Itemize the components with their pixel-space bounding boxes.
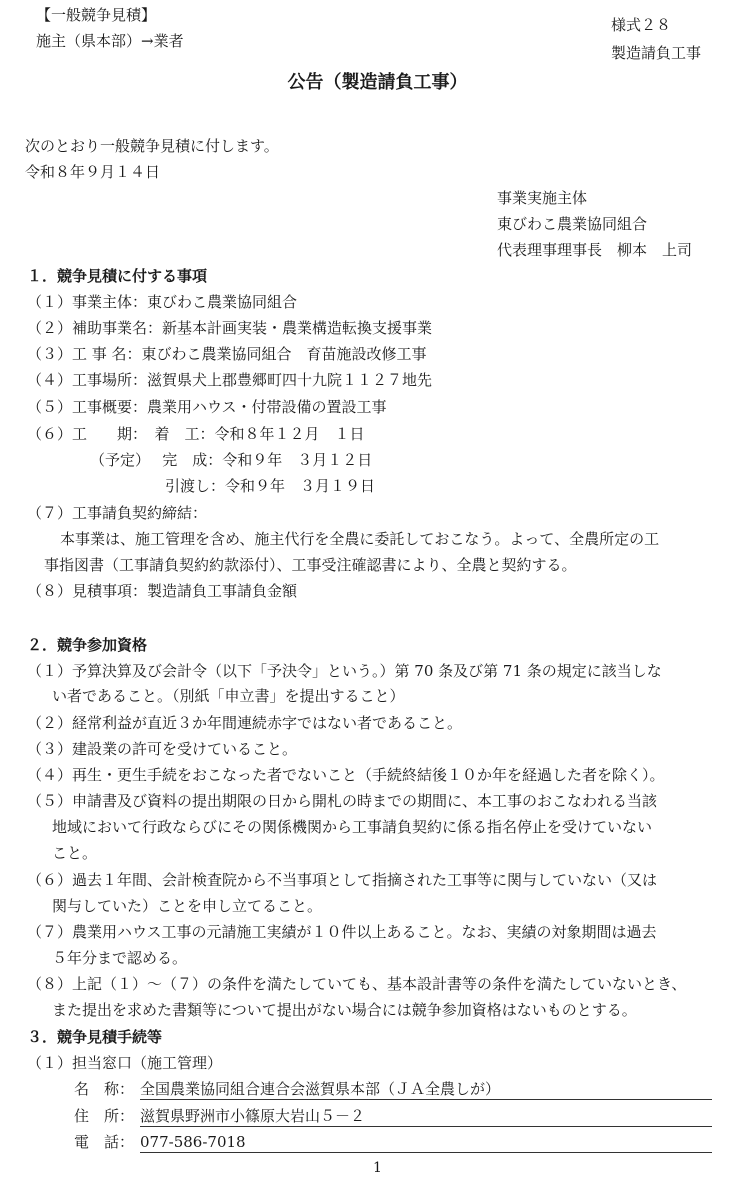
contact-phone-value: 077-586-7018 [140, 1132, 712, 1153]
s1-item-5: （５）工事概要：農業用ハウス・付帯設備の置設工事 [27, 398, 387, 416]
s2-item-7-line-2: ５年分まで認める。 [52, 949, 188, 967]
s1-item-3: （３）工 事 名：東びわこ農業協同組合 育苗施設改修工事 [27, 345, 427, 363]
s1-item-4: （４）工事場所：滋賀県犬上郡豊郷町四十九院１１２７地先 [27, 371, 433, 389]
section-3-heading: ３．競争見積手続等 [27, 1028, 163, 1046]
s2-item-6-line-1: （６）過去１年間、会計検査院から不当事項として指摘された工事等に関与していない（又は [27, 871, 658, 889]
s2-item-8-line-2: また提出を求めた書類等について提出がない場合には競争参加資格はないものとする。 [52, 1001, 637, 1019]
s1-item-6-completion: （予定） 完 成：令和９年 ３月１２日 [90, 451, 373, 469]
contact-name-value: 全国農業協同組合連合会滋賀県本部（ＪＡ全農しが） [140, 1079, 712, 1100]
s2-item-5-line-1: （５）申請書及び資料の提出期限の日から開札の時までの期間に、本工事のおこなわれる当該 [27, 792, 658, 810]
s2-item-5-line-2: 地域において行政ならびにその関係機関から工事請負契約に係る指名停止を受けていない [52, 818, 653, 836]
page-number: 1 [373, 1160, 382, 1176]
s2-item-6-line-2: 関与していた）ことを申し立てること。 [52, 897, 323, 915]
category-label: 【一般競争見積】 [36, 6, 157, 24]
contact-name-label: 名 称： [74, 1080, 135, 1098]
s2-item-2: （２）経常利益が直近３か年間連続赤字ではない者であること。 [27, 714, 463, 732]
intro-text: 次のとおり一般競争見積に付します。 [25, 137, 279, 155]
section-1-heading: １．競争見積に付する事項 [27, 267, 208, 285]
s1-item-1: （１）事業主体：東びわこ農業協同組合 [27, 293, 298, 311]
form-number: 様式２８ [611, 16, 672, 34]
contact-phone-label: 電 話： [74, 1133, 135, 1151]
page-title: 公告（製造請負工事） [287, 72, 468, 93]
issuer-org: 東びわこ農業協同組合 [497, 215, 648, 233]
s2-item-5-line-3: こと。 [52, 844, 98, 862]
s2-item-4: （４）再生・更生手続をおこなった者でないこと（手続終結後１０か年を経過した者を除く）。 [27, 766, 665, 784]
s1-item-2: （２）補助事業名：新基本計画実装・農業構造転換支援事業 [27, 319, 433, 337]
s1-item-7: （７）工事請負契約締結： [27, 504, 208, 522]
section-2-heading: ２．競争参加資格 [27, 636, 148, 654]
s1-item-6-delivery: 引渡し：令和９年 ３月１９日 [165, 477, 376, 495]
contact-address-label: 住 所： [74, 1107, 135, 1125]
s2-item-7-line-1: （７）農業用ハウス工事の元請施工実績が１０件以上あること。なお、実績の対象期間は過去 [27, 923, 657, 941]
direction-label: 施主（県本部）→業者 [36, 32, 184, 50]
s1-item-7-line-1: 本事業は、施工管理を含め、施主代行を全農に委託しておこなう。よって、全農所定の工 [60, 530, 660, 548]
s2-item-3: （３）建設業の許可を受けていること。 [27, 740, 298, 758]
s1-item-6: （６）工 期： 着 工：令和８年１２月 １日 [27, 425, 365, 443]
issuer-rep: 代表理事理事長 柳本 上司 [497, 241, 693, 259]
contact-address-value: 滋賀県野洲市小篠原大岩山５－２ [140, 1106, 712, 1127]
s3-item-1: （１）担当窓口（施工管理） [27, 1054, 223, 1072]
s2-item-8-line-1: （８）上記（１）～（７）の条件を満たしていても、基本設計書等の条件を満たしていないとき、 [27, 975, 687, 993]
notice-date: 令和８年９月１４日 [25, 163, 161, 181]
issuer-label: 事業実施主体 [497, 189, 588, 207]
s1-item-8: （８）見積事項：製造請負工事請負金額 [27, 582, 298, 600]
form-type: 製造請負工事 [611, 44, 702, 62]
s2-item-1-line-2: い者であること。（別紙「申立書」を提出すること） [52, 687, 405, 705]
s2-item-1-line-1: （１）予算決算及び会計令（以下「予決令」という。）第 70 条及び第 71 条の規定に該当しな [27, 662, 662, 680]
s1-item-7-line-2: 事指図書（工事請負契約約款添付）、工事受注確認書により、全農と契約する。 [44, 556, 577, 574]
